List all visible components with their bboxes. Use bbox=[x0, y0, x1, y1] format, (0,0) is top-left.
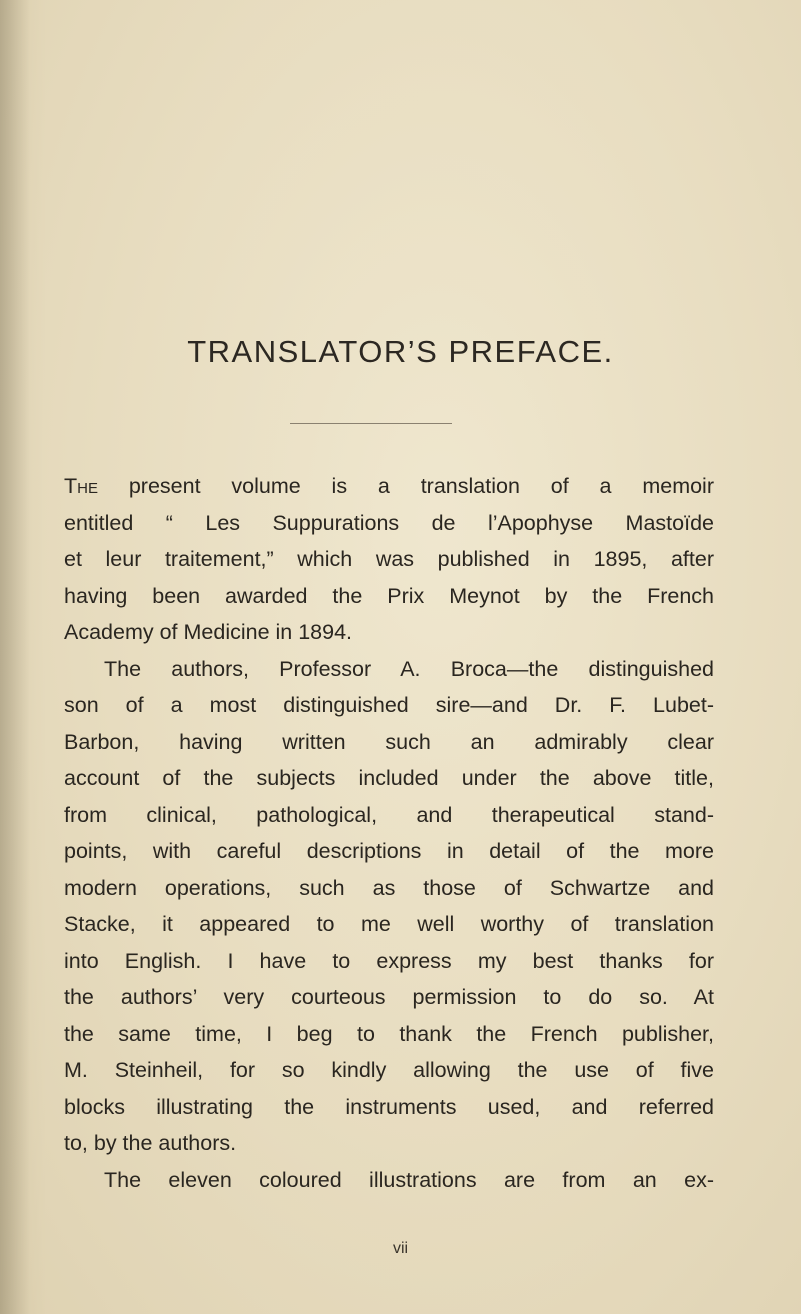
text-line: to, by the authors. bbox=[64, 1131, 237, 1155]
text-line: blocks illustrating the instruments used, and referred bbox=[64, 1094, 714, 1119]
text-line: account of the subjects included under the above title, bbox=[64, 766, 714, 790]
text-line: having been awarded the Prix Meynot by the French bbox=[64, 583, 714, 608]
paragraph-2 bbox=[64, 651, 714, 1162]
text-line: Stacke, it appeared to me well worthy of translation bbox=[64, 912, 714, 936]
text-line: M. Steinheil, for so kindly allowing the use of five bbox=[64, 1058, 714, 1082]
text-line: Academy of Medicine in 1894. bbox=[64, 620, 353, 644]
text-line: son of a most distinguished sire—and Dr. F. Lubet- bbox=[64, 693, 714, 717]
text-line: et leur traitement,” which was published in 1895, after bbox=[64, 547, 714, 571]
text-line bbox=[64, 468, 714, 505]
paragraph-1 bbox=[64, 468, 714, 651]
title-rule bbox=[290, 423, 452, 424]
text-line: the same time, I beg to thank the French publisher, bbox=[64, 1021, 714, 1046]
line-text: present volume is a translation of a memoir bbox=[97, 474, 714, 498]
preface-body bbox=[64, 468, 714, 1198]
text-line: the authors’ very courteous permission to do so. At bbox=[64, 985, 714, 1009]
page-number: vii bbox=[392, 1240, 409, 1257]
lead-word: The bbox=[64, 474, 98, 498]
text-line: points, with careful descriptions in detail of the more bbox=[64, 839, 714, 863]
text-line: modern operations, such as those of Schwartze and bbox=[64, 875, 714, 900]
text-line: from clinical, pathological, and therapeutical stand- bbox=[64, 802, 714, 827]
paragraph-3 bbox=[64, 1162, 714, 1199]
gutter-shadow bbox=[0, 0, 30, 1314]
page-title: TRANSLATOR’S PREFACE. bbox=[187, 334, 614, 369]
text-line: entitled “ Les Suppurations de l’Apophyse Mastoïde bbox=[64, 510, 714, 535]
text-line: The eleven coloured illustrations are from an ex- bbox=[104, 1167, 714, 1192]
text-line: into English. I have to express my best thanks for bbox=[64, 948, 714, 973]
text-line: The authors, Professor A. Broca—the distinguished bbox=[104, 656, 714, 681]
text-line: Barbon, having written such an admirably clear bbox=[64, 729, 714, 754]
